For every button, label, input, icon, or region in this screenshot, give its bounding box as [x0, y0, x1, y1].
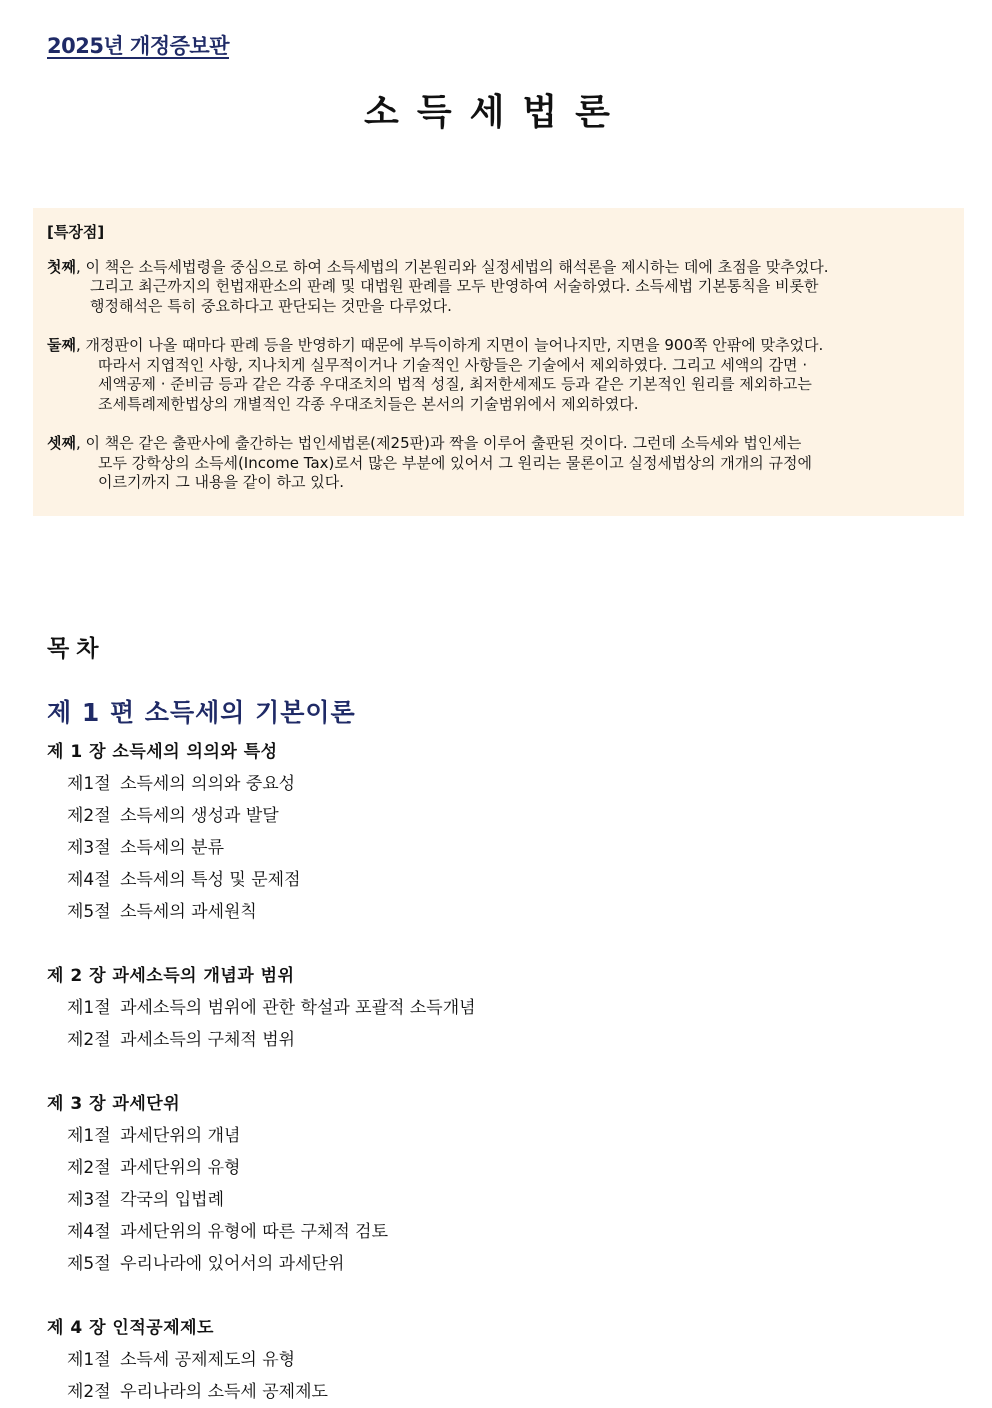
toc-section [47, 864, 947, 896]
section-number: 제2절 [67, 1158, 111, 1178]
toc-section [47, 1344, 947, 1376]
feature-text: , 이 책은 소득세법령을 중심으로 하여 소득세법의 기본원리와 실정세법의 해석론을 제시하는 데에 초점을 맞추었다. [75, 257, 829, 276]
toc-section [47, 1024, 947, 1056]
chapter-title: 제 1 장 소득세의 의의와 특성 [47, 742, 278, 762]
feature-item [47, 336, 946, 414]
features-box [33, 208, 964, 516]
feature-line [47, 336, 946, 356]
edition-label: 2025년 개정증보판 [47, 34, 229, 58]
section-number: 제4절 [67, 1222, 111, 1242]
section-title: 과세소득의 범위에 관한 학설과 포괄적 소득개념 [120, 998, 476, 1018]
section-title: 과세소득의 구체적 범위 [120, 1030, 296, 1050]
chapter-title: 제 2 장 과세소득의 개념과 범위 [47, 966, 295, 986]
toc-heading: 목차 [47, 636, 106, 662]
feature-line: 세액공제 · 준비금 등과 같은 각종 우대조치의 법적 성질, 최저한세제도 등과 같은 기본적인 원리를 제외하고는 [98, 375, 812, 393]
toc-section [47, 768, 947, 800]
section-title: 과세단위의 개념 [120, 1126, 241, 1146]
section-number: 제3절 [67, 1190, 111, 1210]
section-number: 제1절 [67, 998, 111, 1018]
table-of-contents [47, 696, 947, 1408]
section-title: 소득세 공제제도의 유형 [120, 1350, 296, 1370]
section-number: 제2절 [67, 1382, 111, 1402]
toc-section [47, 1120, 947, 1152]
section-number: 제2절 [67, 806, 111, 826]
toc-section [47, 896, 947, 928]
section-number: 제5절 [67, 902, 111, 922]
section-number: 제5절 [67, 1254, 111, 1274]
section-number: 제1절 [67, 1126, 111, 1146]
toc-section [47, 1152, 947, 1184]
section-number: 제4절 [67, 870, 111, 890]
chapter-spacer [47, 1056, 947, 1088]
feature-label: 둘째 [47, 336, 76, 354]
section-number: 제3절 [67, 838, 111, 858]
feature-line: 조세특례제한법상의 개별적인 각종 우대조치들은 본서의 기술범위에서 제외하였다. [98, 394, 639, 413]
section-title: 소득세의 의의와 중요성 [120, 774, 296, 794]
section-title: 소득세의 생성과 발달 [120, 806, 279, 826]
toc-section [47, 1216, 947, 1248]
section-title: 우리나라의 소득세 공제제도 [120, 1382, 328, 1402]
section-title: 과세단위의 유형에 따른 구체적 검토 [120, 1222, 389, 1242]
feature-text: , 개정판이 나올 때마다 판례 등을 반영하기 때문에 부득이하게 지면이 늘어나지만, 지면을 900쪽 안팎에 맞추었다. [75, 336, 824, 354]
section-title: 소득세의 과세원칙 [120, 902, 257, 922]
features-heading: [특장점] [47, 223, 105, 241]
section-number: 제1절 [67, 1350, 111, 1370]
feature-text: , 이 책은 같은 출판사에 출간하는 법인세법론(제25판)과 짝을 이루어 출판된 것이다. 그런데 소득세와 법인세는 [75, 434, 802, 452]
section-title: 각국의 입법례 [120, 1190, 225, 1210]
feature-label: 첫째 [47, 257, 76, 276]
section-number: 제2절 [67, 1030, 111, 1050]
feature-item [47, 434, 946, 493]
section-number: 제1절 [67, 774, 111, 794]
feature-label: 셋째 [47, 434, 76, 452]
toc-section [47, 1184, 947, 1216]
feature-line: 따라서 지엽적인 사항, 지나치게 실무적이거나 기술적인 사항들은 기술에서 제외하였다. 그리고 세액의 감면 · [98, 355, 808, 374]
feature-line [47, 258, 946, 278]
toc-section [47, 1248, 947, 1280]
chapter-title: 제 4 장 인적공제제도 [47, 1318, 214, 1338]
book-title: 소득세법론 [364, 92, 628, 133]
chapter-spacer [47, 1280, 947, 1312]
toc-section [47, 1376, 947, 1408]
section-title: 우리나라에 있어서의 과세단위 [120, 1254, 345, 1274]
feature-item [47, 258, 946, 317]
section-title: 소득세의 특성 및 문제점 [120, 870, 301, 890]
section-title: 과세단위의 유형 [120, 1158, 241, 1178]
toc-section [47, 800, 947, 832]
feature-line: 이르기까지 그 내용을 같이 하고 있다. [98, 473, 344, 491]
chapter-title: 제 3 장 과세단위 [47, 1094, 181, 1114]
toc-section [47, 992, 947, 1024]
feature-line: 그리고 최근까지의 헌법재판소의 판례 및 대법원 판례를 모두 반영하여 서술하였다. 소득세법 기본통칙을 비롯한 [90, 277, 819, 295]
feature-line [47, 434, 946, 454]
feature-line: 행정해석은 특히 중요하다고 판단되는 것만을 다루었다. [90, 296, 452, 315]
feature-line: 모두 강학상의 소득세(Income Tax)로서 많은 부분에 있어서 그 원리는 물론이고 실정세법상의 개개의 규정에 [98, 453, 812, 472]
toc-section [47, 832, 947, 864]
section-title: 소득세의 분류 [120, 838, 225, 858]
part-title: 제 1 편 소득세의 기본이론 [47, 698, 356, 727]
chapter-spacer [47, 928, 947, 960]
